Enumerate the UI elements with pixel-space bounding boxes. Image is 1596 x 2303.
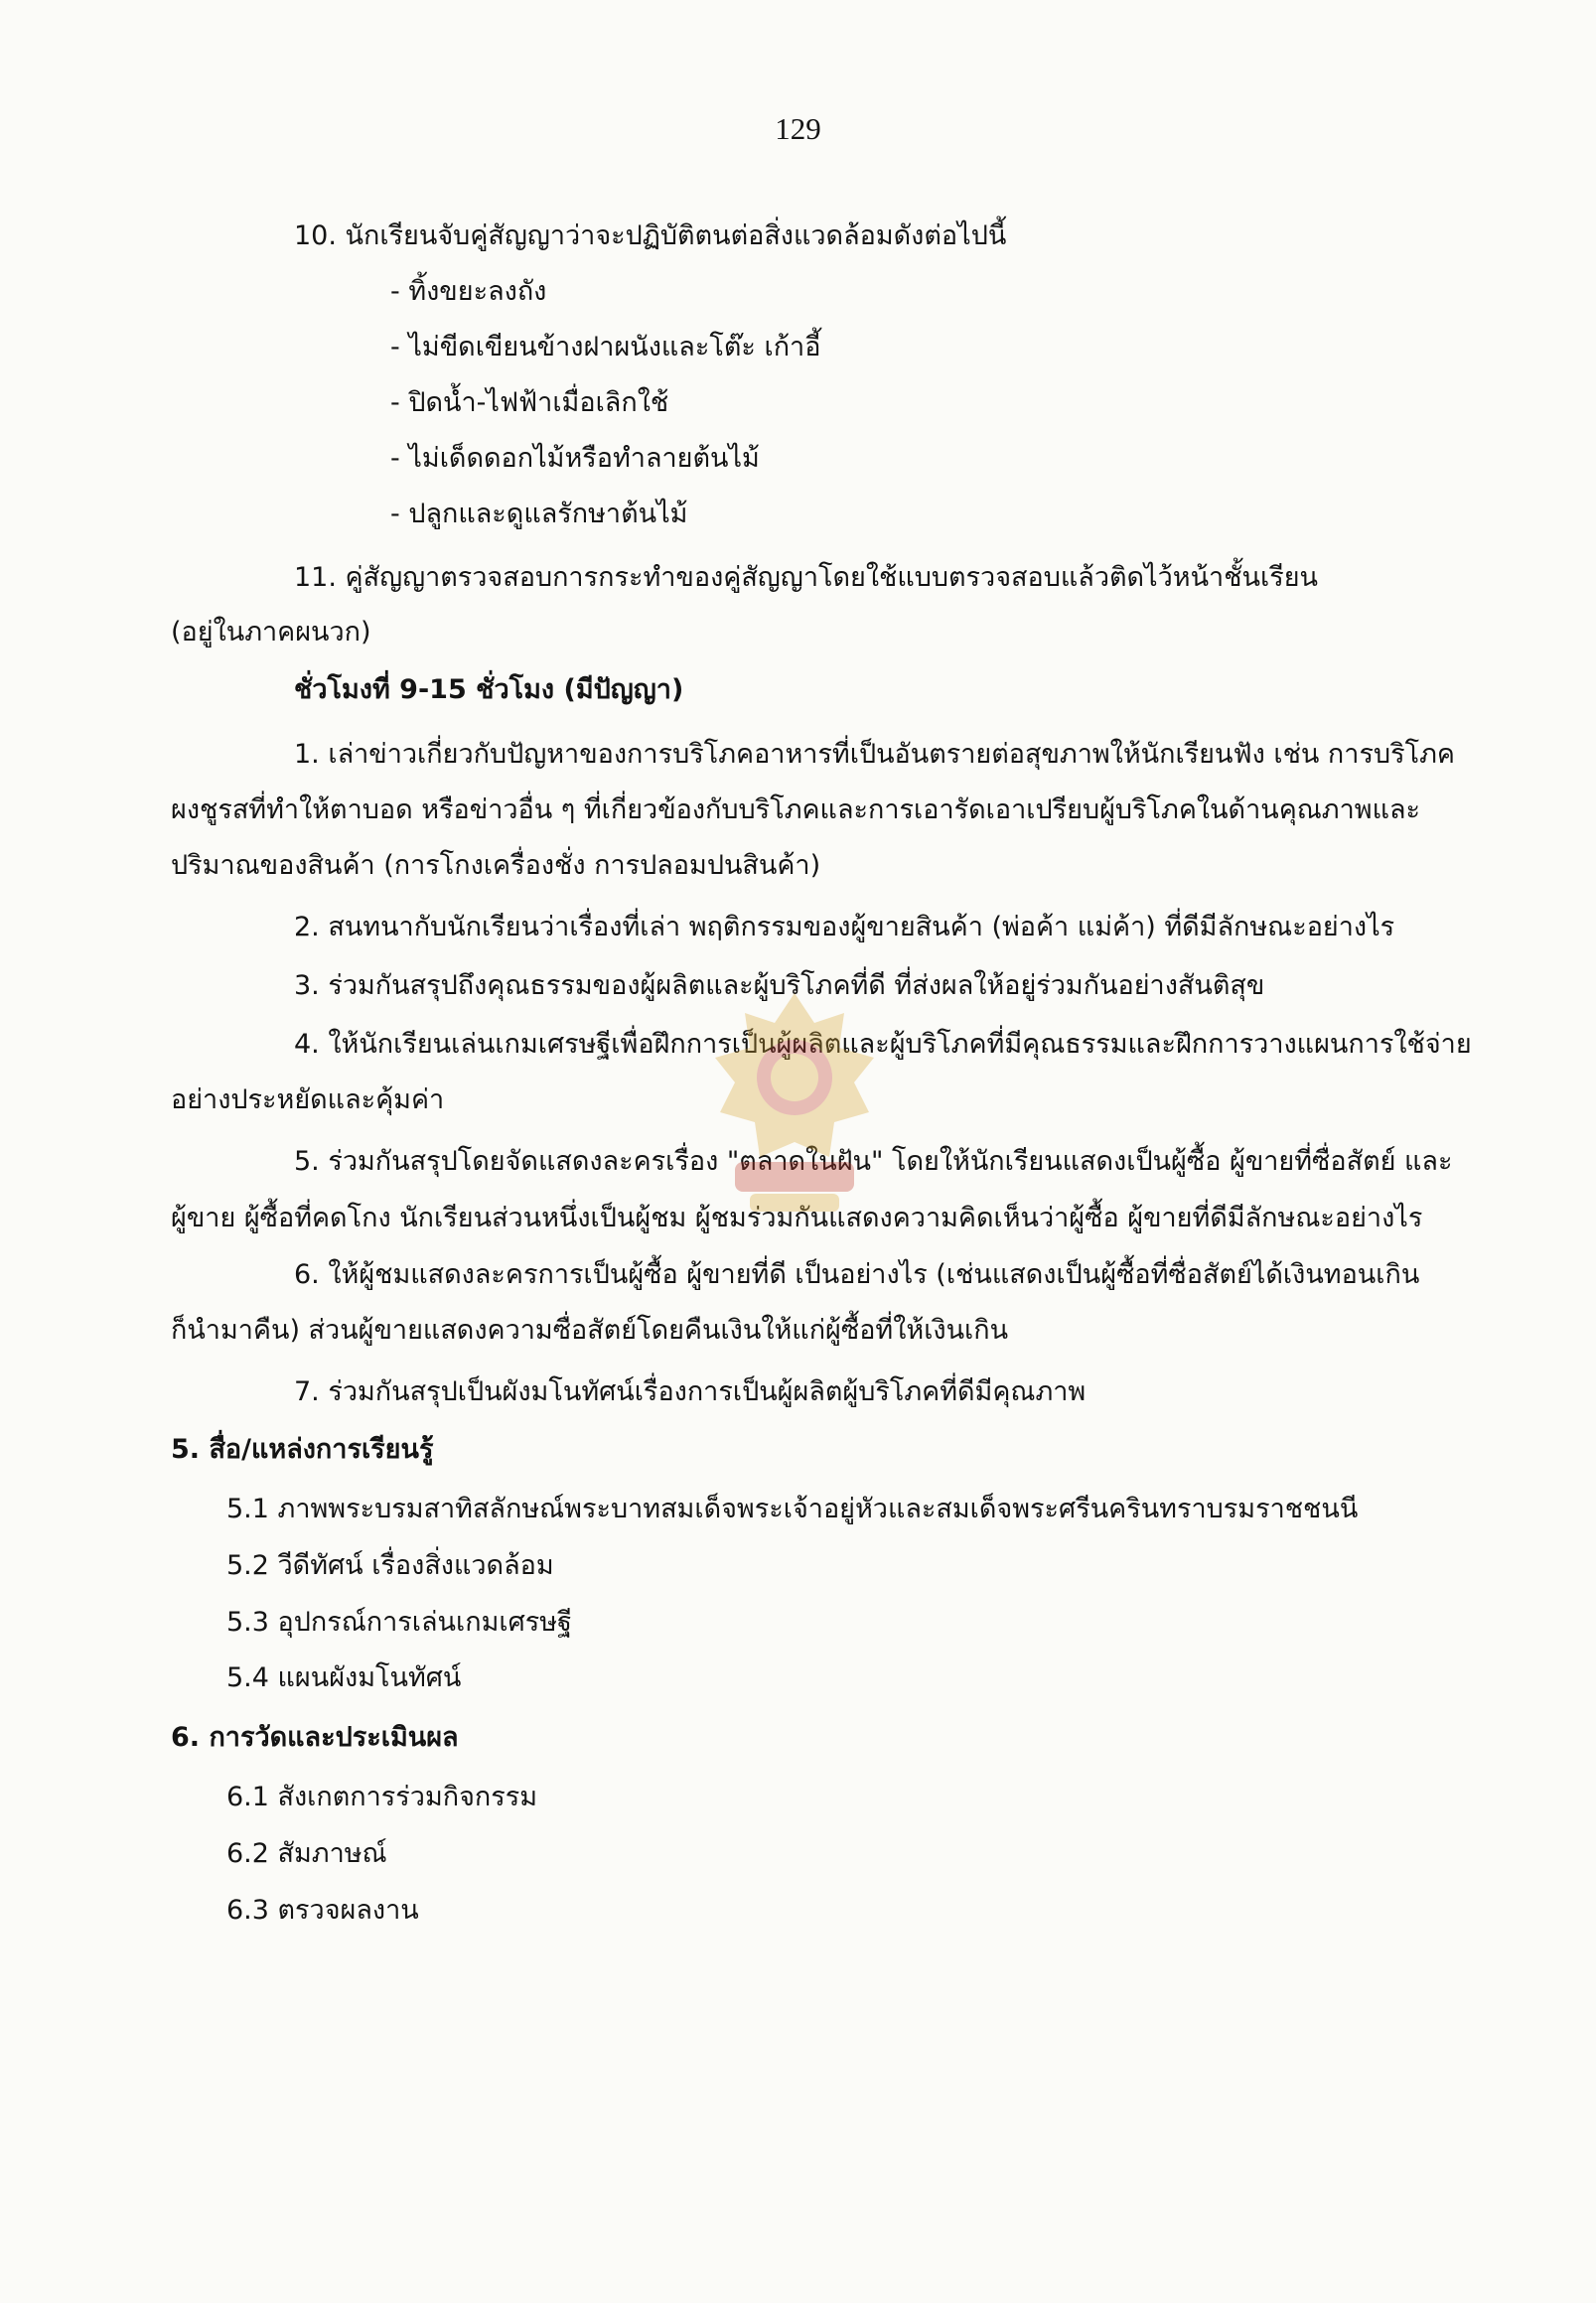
item-10: 10. นักเรียนจับคู่สัญญาว่าจะปฏิบัติตนต่อสิ่งแวดล้อมดังต่อไปนี้ [294,220,1007,251]
hours-item-3: 3. ร่วมกันสรุปถึงคุณธรรมของผู้ผลิตและผู้บริโภคที่ดี ที่ส่งผลให้อยู่ร่วมกันอย่างสันติสุข [294,970,1265,1001]
section-5-item: 5.1 ภาพพระบรมสาทิสลักษณ์พระบาทสมเด็จพระเจ้าอยู่หัวและสมเด็จพระศรีนครินทราบรมราชชนนี [226,1494,1359,1524]
bullet-item: - ปลูกและดูแลรักษาต้นไม้ [390,499,688,529]
item-11-line-1: 11. คู่สัญญาตรวจสอบการกระทำของคู่สัญญาโดยใช้แบบตรวจสอบแล้วติดไว้หน้าชั้นเรียน [294,562,1318,593]
item-11-line-2: (อยู่ในภาคผนวก) [171,617,371,648]
section-5-heading: 5. สื่อ/แหล่งการเรียนรู้ [171,1434,434,1465]
hours-heading: ชั่วโมงที่ 9-15 ชั่วโมง (มีปัญญา) [294,674,684,705]
hours-item-5-line-2: ผู้ขาย ผู้ซื้อที่คดโกง นักเรียนส่วนหนึ่งเป็นผู้ชม ผู้ชมร่วมกันแสดงความคิดเห็นว่าผู้ซื้อ ผู้ขายที่ดีมีลักษณะอย่างไร [171,1203,1423,1233]
hours-item-6-line-1: 6. ให้ผู้ชมแสดงละครการเป็นผู้ซื้อ ผู้ขายที่ดี เป็นอย่างไร (เช่นแสดงเป็นผู้ซื้อที่ซื่อสัตย์ได้เงินทอนเกิน [294,1259,1420,1290]
hours-item-7: 7. ร่วมกันสรุปเป็นผังมโนทัศน์เรื่องการเป็นผู้ผลิตผู้บริโภคที่ดีมีคุณภาพ [294,1376,1087,1407]
section-5-item: 5.2 วีดีทัศน์ เรื่องสิ่งแวดล้อม [226,1550,554,1581]
section-6-item: 6.2 สัมภาษณ์ [226,1838,387,1869]
hours-item-1-line-1: 1. เล่าข่าวเกี่ยวกับปัญหาของการบริโภคอาหารที่เป็นอันตรายต่อสุขภาพให้นักเรียนฟัง เช่น การบริโภค [294,739,1455,770]
hours-item-1-line-3: ปริมาณของสินค้า (การโกงเครื่องชั่ง การปลอมปนสินค้า) [171,850,821,881]
bullet-item: - ไม่เด็ดดอกไม้หรือทำลายต้นไม้ [390,443,760,474]
section-5-item: 5.3 อุปกรณ์การเล่นเกมเศรษฐี [226,1607,572,1638]
hours-item-6-line-2: ก็นำมาคืน) ส่วนผู้ขายแสดงความซื่อสัตย์โดยคืนเงินให้แก่ผู้ซื้อที่ให้เงินเกิน [171,1315,1009,1346]
page-number: 129 [775,111,821,146]
hours-item-4-line-1: 4. ให้นักเรียนเล่นเกมเศรษฐีเพื่อฝึกการเป็นผู้ผลิตและผู้บริโภคที่มีคุณธรรมและฝึกการวางแผนการใช้จ่าย [294,1029,1472,1060]
bullet-item: - ปิดน้ำ-ไฟฟ้าเมื่อเลิกใช้ [390,387,669,418]
hours-item-5-line-1: 5. ร่วมกันสรุปโดยจัดแสดงละครเรื่อง "ตลาดในฝัน" โดยให้นักเรียนแสดงเป็นผู้ซื้อ ผู้ขายที่ซื่อสัตย์ และ [294,1146,1453,1177]
hours-item-2: 2. สนทนากับนักเรียนว่าเรื่องที่เล่า พฤติกรรมของผู้ขายสินค้า (พ่อค้า แม่ค้า) ที่ดีมีลักษณะอย่างไร [294,912,1395,942]
section-6-item: 6.1 สังเกตการร่วมกิจกรรม [226,1782,538,1812]
section-6-item: 6.3 ตรวจผลงาน [226,1895,419,1926]
watermark-seal-icon [695,983,894,1222]
bullet-item: - ทิ้งขยะลงถัง [390,276,547,307]
hours-item-1-line-2: ผงชูรสที่ทำให้ตาบอด หรือข่าวอื่น ๆ ที่เกี่ยวข้องกับบริโภคและการเอารัดเอาเปรียบผู้บริโภคในด้านคุณภาพและ [171,794,1421,825]
bullet-item: - ไม่ขีดเขียนข้างฝาผนังและโต๊ะ เก้าอี้ [390,332,821,362]
hours-item-4-line-2: อย่างประหยัดและคุ้มค่า [171,1084,445,1115]
section-5-item: 5.4 แผนผังมโนทัศน์ [226,1662,462,1693]
section-6-heading: 6. การวัดและประเมินผล [171,1722,459,1753]
